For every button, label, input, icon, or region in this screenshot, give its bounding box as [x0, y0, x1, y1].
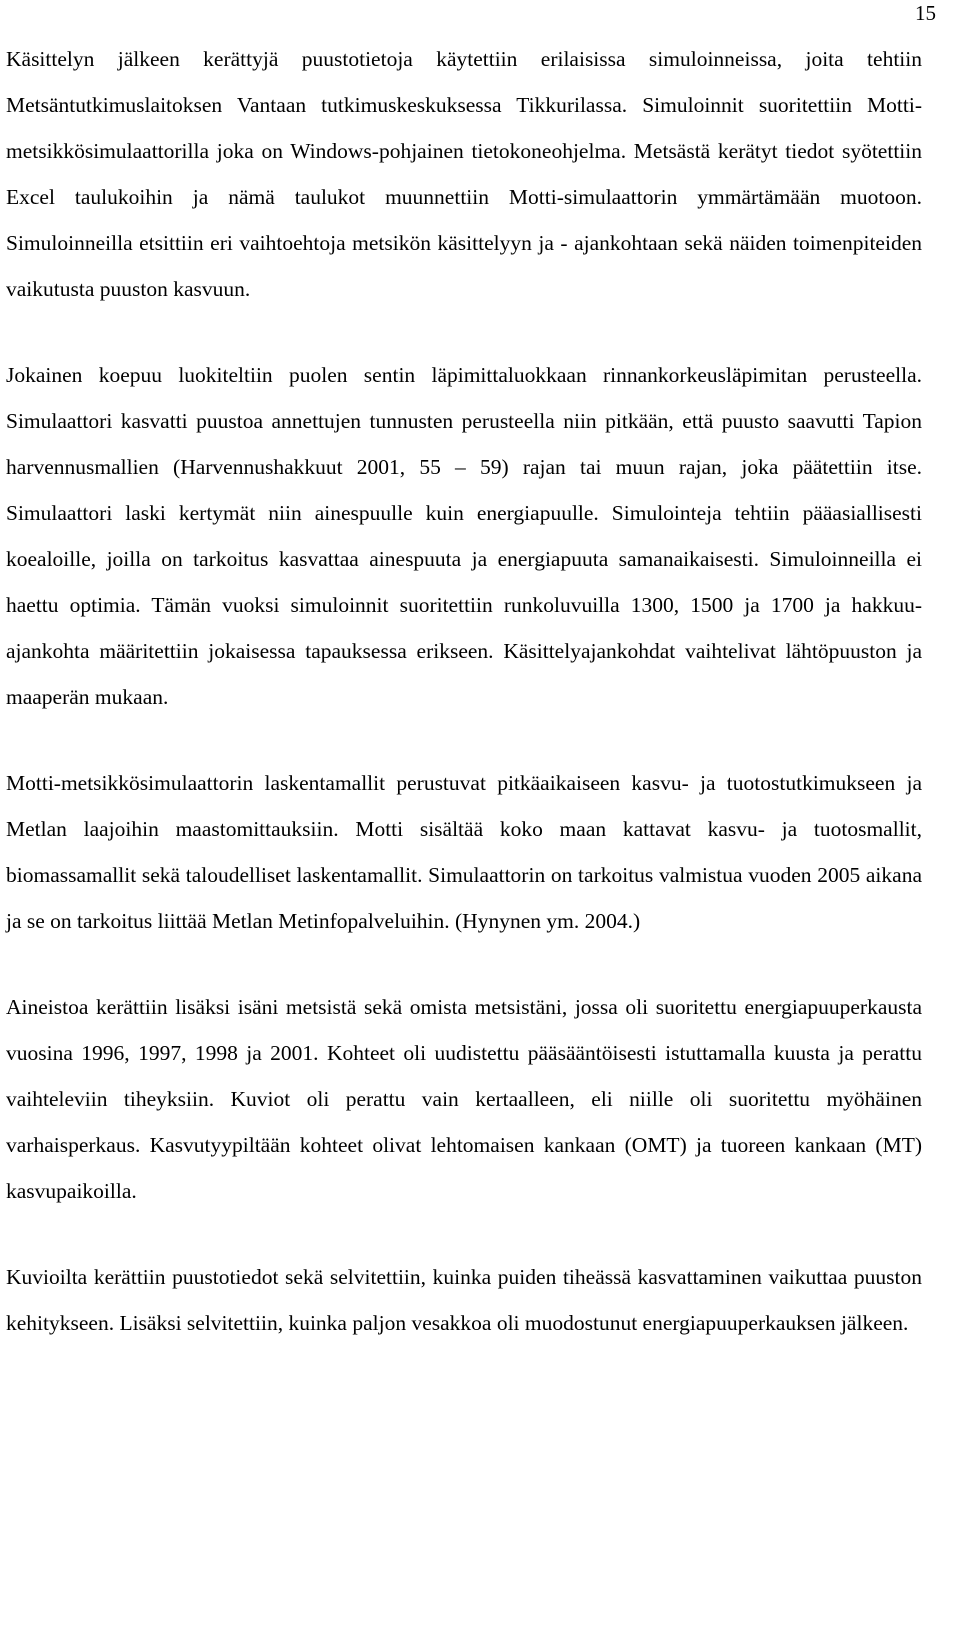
document-body — [6, 36, 922, 1346]
paragraph-additional-material: Aineistoa kerättiin lisäksi isäni metsistä sekä omista metsistäni, jossa oli suoritettu energiapuuperkausta vuosina 1996, 1997, 1998 ja 2001. Kohteet oli uudistettu pääsääntöisesti istuttamalla kuusta ja perattu vaihteleviin tiheyksiin. Kuviot oli perattu vain kertaalleen, eli niille oli suoritettu myöhäinen varhaisperkaus. Kasvutyypiltään kohteet olivat lehtomaisen kankaan (OMT) ja tuoreen kankaan (MT) kasvupaikoilla. — [6, 995, 922, 1203]
paragraph-motti-models: Motti-metsikkösimulaattorin laskentamallit perustuvat pitkäaikaiseen kasvu- ja tuotostutkimukseen ja Metlan laajoihin maastomittauksiin. Motti sisältää koko maan kattavat kasvu- ja tuotosmallit, biomassamallit sekä taloudelliset laskentamallit. Simulaattorin on tarkoitus valmistua vuoden 2005 aikana ja se on tarkoitus liittää Metlan Metinfopalveluihin. (Hynynen ym. 2004.) — [6, 771, 922, 933]
paragraph-simulation-method: Jokainen koepuu luokiteltiin puolen sentin läpimittaluokkaan rinnankorkeusläpimitan perusteella. Simulaattori kasvatti puustoa annettujen tunnusten perusteella niin pitkään, että puusto saavutti Tapion harvennusmallien (Harvennushakkuut 2001, 55 – 59) rajan tai muun rajan, joka päätettiin itse. Simulaattori laski kertymät niin ainespuulle kuin energiapuulle. Simulointeja tehtiin pääasiallisesti koealoille, joilla on tarkoitus kasvattaa ainespuuta ja energiapuuta samanaikaisesti. Simuloinneilla ei haettu optimia. Tämän vuoksi simuloinnit suoritettiin runkoluvuilla 1300, 1500 ja 1700 ja hakkuuajankohta määritettiin jokaisessa tapauksessa erikseen. Käsittelyajankohdat vaihtelivat lähtöpuuston ja maaperän mukaan. — [6, 363, 922, 709]
paragraph-simulation-intro: Käsittelyn jälkeen kerättyjä puustotietoja käytettiin erilaisissa simuloinneissa, joita tehtiin Metsäntutkimuslaitoksen Vantaan tutkimuskeskuksessa Tikkurilassa. Simuloinnit suoritettiin Motti-metsikkösimulaattorilla joka on Windows-pohjainen tietokoneohjelma. Metsästä kerätyt tiedot syötettiin Excel taulukoihin ja nämä taulukot muunnettiin Motti-simulaattorin ymmärtämään muotoon. Simuloinneilla etsittiin eri vaihtoehtoja metsikön käsittelyyn ja - ajankohtaan sekä näiden toimenpiteiden vaikutusta puuston kasvuun. — [6, 47, 922, 301]
paragraph-stand-data: Kuvioilta kerättiin puustotiedot sekä selvitettiin, kuinka puiden tiheässä kasvattaminen vaikuttaa puuston kehitykseen. Lisäksi selvitettiin, kuinka paljon vesakkoa oli muodostunut energiapuuperkauksen jälkeen. — [6, 1265, 922, 1335]
page-number: 15 — [915, 1, 936, 25]
